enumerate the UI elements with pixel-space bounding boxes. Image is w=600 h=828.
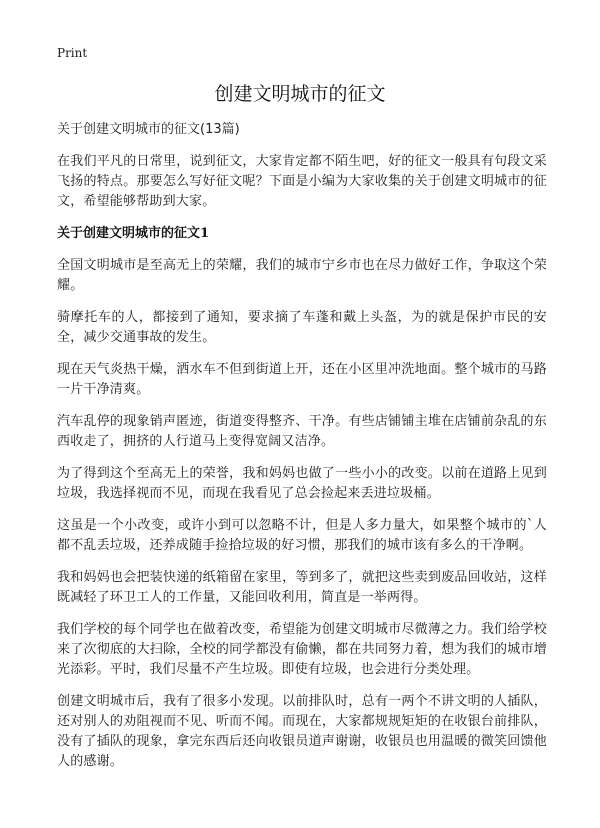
print-link[interactable]: Print xyxy=(57,46,88,60)
paragraph-4: 汽车乱停的现象销声匿迹，街道变得整齐、干净。有些店铺铺主堆在店铺前杂乱的东西收走了，拥挤的人行道马上变得宽阔又洁净。 xyxy=(57,414,547,449)
paragraph-8: 我们学校的每个同学也在做着改变，希望能为创建文明城市尽微薄之力。我们给学校来了次彻底的大扫除，全校的同学都没有偷懒，都在共同努力着，想为我们的城市增光添彩。平时，我们尽量不产生垃圾。即使有垃圾，也会进行分类处理。 xyxy=(57,622,547,677)
paragraph-9: 创建文明城市后，我有了很多小发现。以前排队时，总有一两个不讲文明的人插队，还对别人的劝阻视而不见、听而不闻。而现在，大家都规规矩矩的在收银台前排队，没有了插队的现象，拿完东西后还向收银员道声谢谢，收银员也用温暖的微笑回馈他人的感谢。 xyxy=(57,694,547,769)
paragraph-3: 现在天气炎热干燥，洒水车不但到街道上开，还在小区里冲洗地面。整个城市的马路一片干净清爽。 xyxy=(57,362,547,397)
paragraph-7: 我和妈妈也会把装快递的纸箱留在家里，等到多了，就把这些卖到废品回收站，这样既减轻了环卫工人的工作量，又能回收利用，简直是一举两得。 xyxy=(57,570,547,605)
paragraph-5: 为了得到这个至高无上的荣誉，我和妈妈也做了一些小小的改变。以前在道路上见到垃圾，我选择视而不见，而现在我看见了总会捡起来丢进垃圾桶。 xyxy=(57,466,547,501)
document-body xyxy=(57,120,547,784)
paragraph-2: 骑摩托车的人，都接到了通知，要求摘了车蓬和戴上头盔，为的就是保护市民的安全，减少交通事故的发生。 xyxy=(57,310,547,345)
document-title: 创建文明城市的征文 xyxy=(214,83,386,105)
intro-paragraph: 在我们平凡的日常里，说到征文，大家肯定都不陌生吧，好的征文一般具有句段文采飞扬的特点。那要怎么写好征文呢？下面是小编为大家收集的关于创建文明城市的征文，希望能够帮助到大家。 xyxy=(57,154,547,209)
paragraph-1: 全国文明城市是至高无上的荣耀，我们的城市宁乡市也在尽力做好工作，争取这个荣耀。 xyxy=(57,258,547,293)
document-subtitle: 关于创建文明城市的征文(13篇) xyxy=(57,122,240,137)
paragraph-6: 这虽是一个小改变，或许小到可以忽略不计，但是人多力量大，如果整个城市的`人都不乱丢垃圾，还养成随手捡拾垃圾的好习惯，那我们的城市该有多么的干净啊。 xyxy=(57,518,547,553)
section-heading: 关于创建文明城市的征文1 xyxy=(57,226,210,241)
